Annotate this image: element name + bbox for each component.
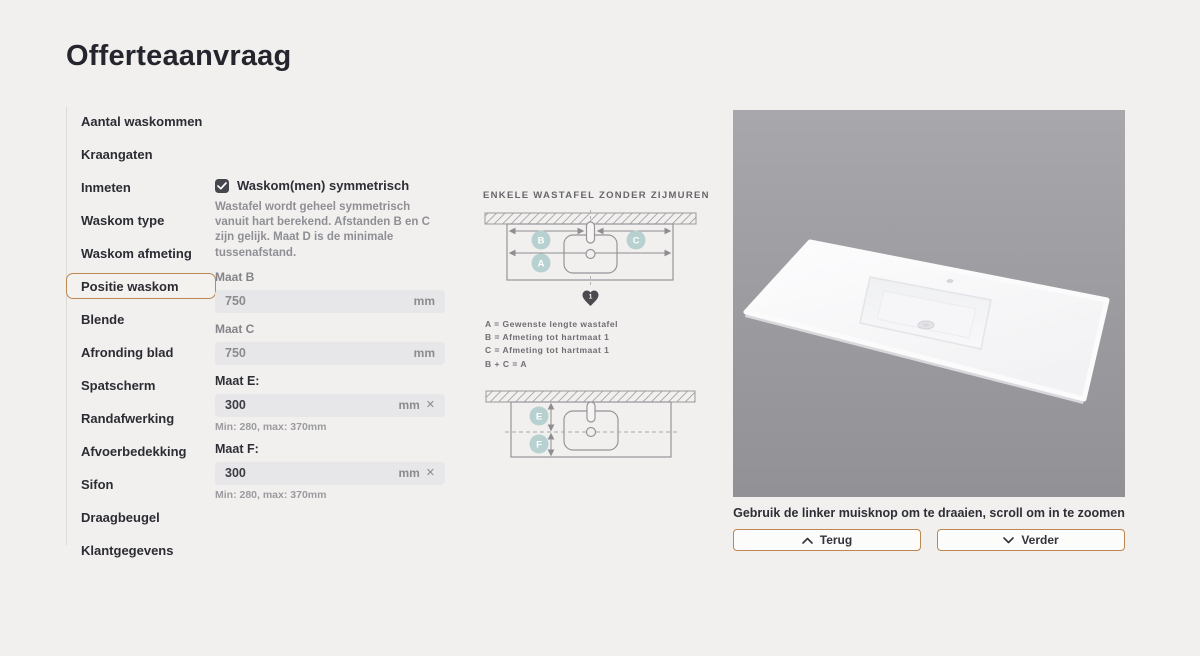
checkbox-checked-icon[interactable]	[215, 179, 229, 193]
sidebar-item-afvoerbedekking[interactable]: Afvoerbedekking	[66, 438, 216, 464]
top-view-diagram	[483, 209, 698, 311]
legend-line-b: B = Afmeting tot hartmaat 1	[485, 332, 610, 343]
depth-view-diagram	[483, 383, 698, 468]
wizard-navigation	[733, 529, 1125, 551]
sidebar-item-kraangaten[interactable]: Kraangaten	[66, 141, 216, 167]
diagram-legend	[485, 318, 698, 371]
maat-e-label: Maat E:	[215, 373, 260, 388]
sidebar-item-waskom-type[interactable]: Waskom type	[66, 207, 216, 233]
chevron-up-icon	[802, 537, 813, 544]
sidebar-item-randafwerking[interactable]: Randafwerking	[66, 405, 216, 431]
maat-f-label: Maat F:	[215, 441, 259, 456]
sidebar-item-sifon[interactable]: Sifon	[66, 471, 216, 497]
config-step-sidebar	[66, 108, 216, 570]
circle-f-label: F	[536, 439, 542, 451]
symmetrisch-checkbox-row[interactable]	[215, 178, 445, 193]
maat-e-input-wrap[interactable]	[215, 394, 445, 417]
sidebar-item-draagbeugel[interactable]: Draagbeugel	[66, 504, 216, 530]
maat-b-label: Maat B	[215, 269, 255, 284]
sidebar-item-inmeten[interactable]: Inmeten	[66, 174, 216, 200]
maat-c-input	[225, 346, 408, 360]
washbasin-3d-render	[733, 110, 1125, 497]
maat-b-input-wrap	[215, 290, 445, 313]
drain-icon	[586, 250, 595, 259]
maat-c-input-wrap	[215, 342, 445, 365]
maat-f-input-wrap[interactable]	[215, 462, 445, 485]
field-maat-f	[215, 442, 445, 501]
circle-c-label: C	[632, 235, 640, 247]
faucet-icon	[587, 402, 595, 422]
chevron-down-icon	[1003, 537, 1014, 544]
legend-line-sum: B + C = A	[485, 358, 527, 369]
drain-hole-center	[923, 323, 930, 327]
maat-e-clear-icon[interactable]: ✕	[425, 398, 435, 411]
symmetrisch-checkbox-label[interactable]: Waskom(men) symmetrisch	[237, 178, 410, 193]
maat-e-helper: Min: 280, max: 370mm	[215, 420, 327, 433]
maat-b-input	[225, 294, 408, 308]
maat-f-input[interactable]	[225, 466, 392, 480]
circle-e-label: E	[535, 411, 543, 423]
field-maat-b	[215, 270, 445, 313]
preview-hint-text: Gebruik de linker muisknop om te draaien, scroll om in te zoomen	[733, 506, 1125, 520]
sidebar-item-spatscherm[interactable]: Spatscherm	[66, 372, 216, 398]
sidebar-item-afronding-blad[interactable]: Afronding blad	[66, 339, 216, 365]
maat-c-label: Maat C	[215, 321, 255, 336]
next-button-label: Verder	[1021, 533, 1059, 547]
sidebar-item-blende[interactable]: Blende	[66, 306, 216, 332]
field-maat-e	[215, 374, 445, 433]
maat-e-input[interactable]	[225, 398, 392, 412]
next-button[interactable]	[937, 529, 1125, 551]
checkmark-icon	[217, 182, 227, 190]
3d-preview-viewport[interactable]	[733, 110, 1125, 497]
maat-f-unit: mm	[398, 466, 420, 481]
sidebar-item-waskom-afmeting[interactable]: Waskom afmeting	[66, 240, 216, 266]
maat-f-clear-icon[interactable]: ✕	[425, 466, 435, 479]
sidebar-item-klantgegevens[interactable]: Klantgegevens	[66, 537, 216, 563]
maat-b-unit: mm	[413, 294, 435, 309]
measurement-diagrams	[483, 190, 710, 473]
back-button-label: Terug	[819, 533, 853, 547]
maat-e-unit: mm	[398, 398, 420, 413]
hartmaat-pin-label: 1	[588, 293, 593, 301]
back-button[interactable]	[733, 529, 921, 551]
sidebar-item-positie-waskom[interactable]: Positie waskom	[66, 273, 216, 299]
circle-b-label: B	[537, 235, 545, 247]
legend-line-c: C = Afmeting tot hartmaat 1	[485, 345, 610, 356]
page-title: Offerteaanvraag	[66, 40, 292, 72]
wall-hatch	[486, 391, 695, 402]
positie-waskom-form	[215, 178, 445, 501]
field-maat-c	[215, 322, 445, 365]
drain-icon	[587, 427, 596, 436]
faucet-icon	[587, 222, 595, 243]
maat-f-helper: Min: 280, max: 370mm	[215, 488, 327, 501]
diagram-title: ENKELE WASTAFEL ZONDER ZIJMUREN	[483, 190, 710, 201]
sidebar-item-aantal-waskommen[interactable]: Aantal waskommen	[66, 108, 216, 134]
faucet-hole	[947, 279, 954, 283]
circle-a-label: A	[537, 258, 545, 270]
symmetrisch-description: Wastafel wordt geheel symmetrisch vanuit hart berekend. Afstanden B en C zijn gelijk. Maat D is de minimale tussenafstand.	[215, 201, 430, 259]
maat-c-unit: mm	[413, 346, 435, 361]
legend-line-a: A = Gewenste lengte wastafel	[485, 319, 618, 329]
